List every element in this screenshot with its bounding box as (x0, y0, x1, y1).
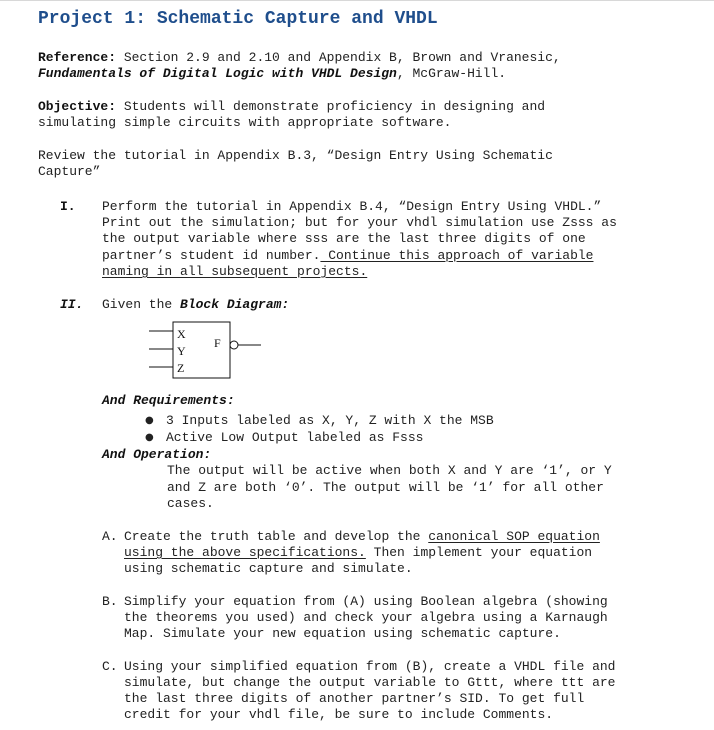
bullet-icon: ● (145, 432, 154, 443)
requirement-1: 3 Inputs labeled as X, Y, Z with X the MSB (166, 413, 494, 428)
reference-line-1: Reference: Section 2.9 and 2.10 and Appendix B, Brown and Vranesic, (38, 50, 561, 65)
task-b-line-1: Simplify your equation from (A) using Boolean algebra (showing (124, 594, 608, 609)
block-diagram (145, 318, 265, 382)
operation-line-1: The output will be active when both X and Y are ‘1’, or Y (167, 463, 612, 478)
top-rule (0, 0, 714, 1)
task-b-label: B. (102, 594, 118, 609)
reference-label: Reference: (38, 50, 117, 65)
operation-line-3: cases. (167, 496, 214, 511)
task-c-line-3: the last three digits of another partner’s SID. To get full (124, 691, 585, 706)
section-1-numeral: I. (60, 199, 76, 214)
section-1-line-1: Perform the tutorial in Appendix B.4, “Design Entry Using VHDL.” (102, 199, 602, 214)
input-label-z: Z (177, 361, 185, 375)
task-b-line-2: the theorems you used) and check your algebra using a Karnaugh (124, 610, 608, 625)
objective-line-2: simulating simple circuits with appropriate software. (38, 115, 452, 130)
section-1-line-5: naming in all subsequent projects. (102, 264, 368, 279)
objective-line-1: Objective: Students will demonstrate proficiency in designing and (38, 99, 546, 114)
requirements-heading: And Requirements: (102, 393, 235, 408)
section-2-numeral: II. (60, 297, 84, 312)
review-line-2: Capture” (38, 164, 101, 179)
reference-line-2: Fundamentals of Digital Logic with VHDL Design, McGraw-Hill. (38, 66, 507, 81)
task-a-line-1: Create the truth table and develop the canonical SOP equation (124, 529, 600, 544)
section-2-intro: Given the Block Diagram: (102, 297, 290, 312)
task-a-label: A. (102, 529, 118, 544)
page-title: Project 1: Schematic Capture and VHDL (38, 9, 438, 29)
task-b-line-3: Map. Simulate your new equation using schematic capture. (124, 626, 561, 641)
section-1-line-2: Print out the simulation; but for your vhdl simulation use Zsss as (102, 215, 617, 230)
section-1-line-3: the output variable where sss are the last three digits of one (102, 231, 586, 246)
section-1-line-4: partner’s student id number. Continue this approach of variable (102, 248, 594, 263)
output-label-f: F (214, 336, 221, 350)
input-label-x: X (177, 327, 186, 341)
review-line-1: Review the tutorial in Appendix B.3, “Design Entry Using Schematic (38, 148, 553, 163)
operation-heading: And Operation: (102, 447, 212, 462)
book-title: Fundamentals of Digital Logic with VHDL Design (38, 66, 397, 81)
bullet-icon: ● (145, 415, 154, 426)
task-a-line-3: using schematic capture and simulate. (124, 561, 413, 576)
active-low-bubble (230, 341, 238, 349)
requirement-2: Active Low Output labeled as Fsss (166, 430, 424, 445)
operation-line-2: and Z are both ‘0’. The output will be ‘1’ for all other (167, 480, 604, 495)
input-label-y: Y (177, 344, 186, 358)
task-c-label: C. (102, 659, 118, 674)
task-a-line-2: using the above specifications. Then implement your equation (124, 545, 593, 560)
task-c-line-4: credit for your vhdl file, be sure to include Comments. (124, 707, 554, 722)
task-c-line-2: simulate, but change the output variable to Gttt, where ttt are (124, 675, 616, 690)
task-c-line-1: Using your simplified equation from (B), create a VHDL file and (124, 659, 616, 674)
objective-label: Objective: (38, 99, 117, 114)
